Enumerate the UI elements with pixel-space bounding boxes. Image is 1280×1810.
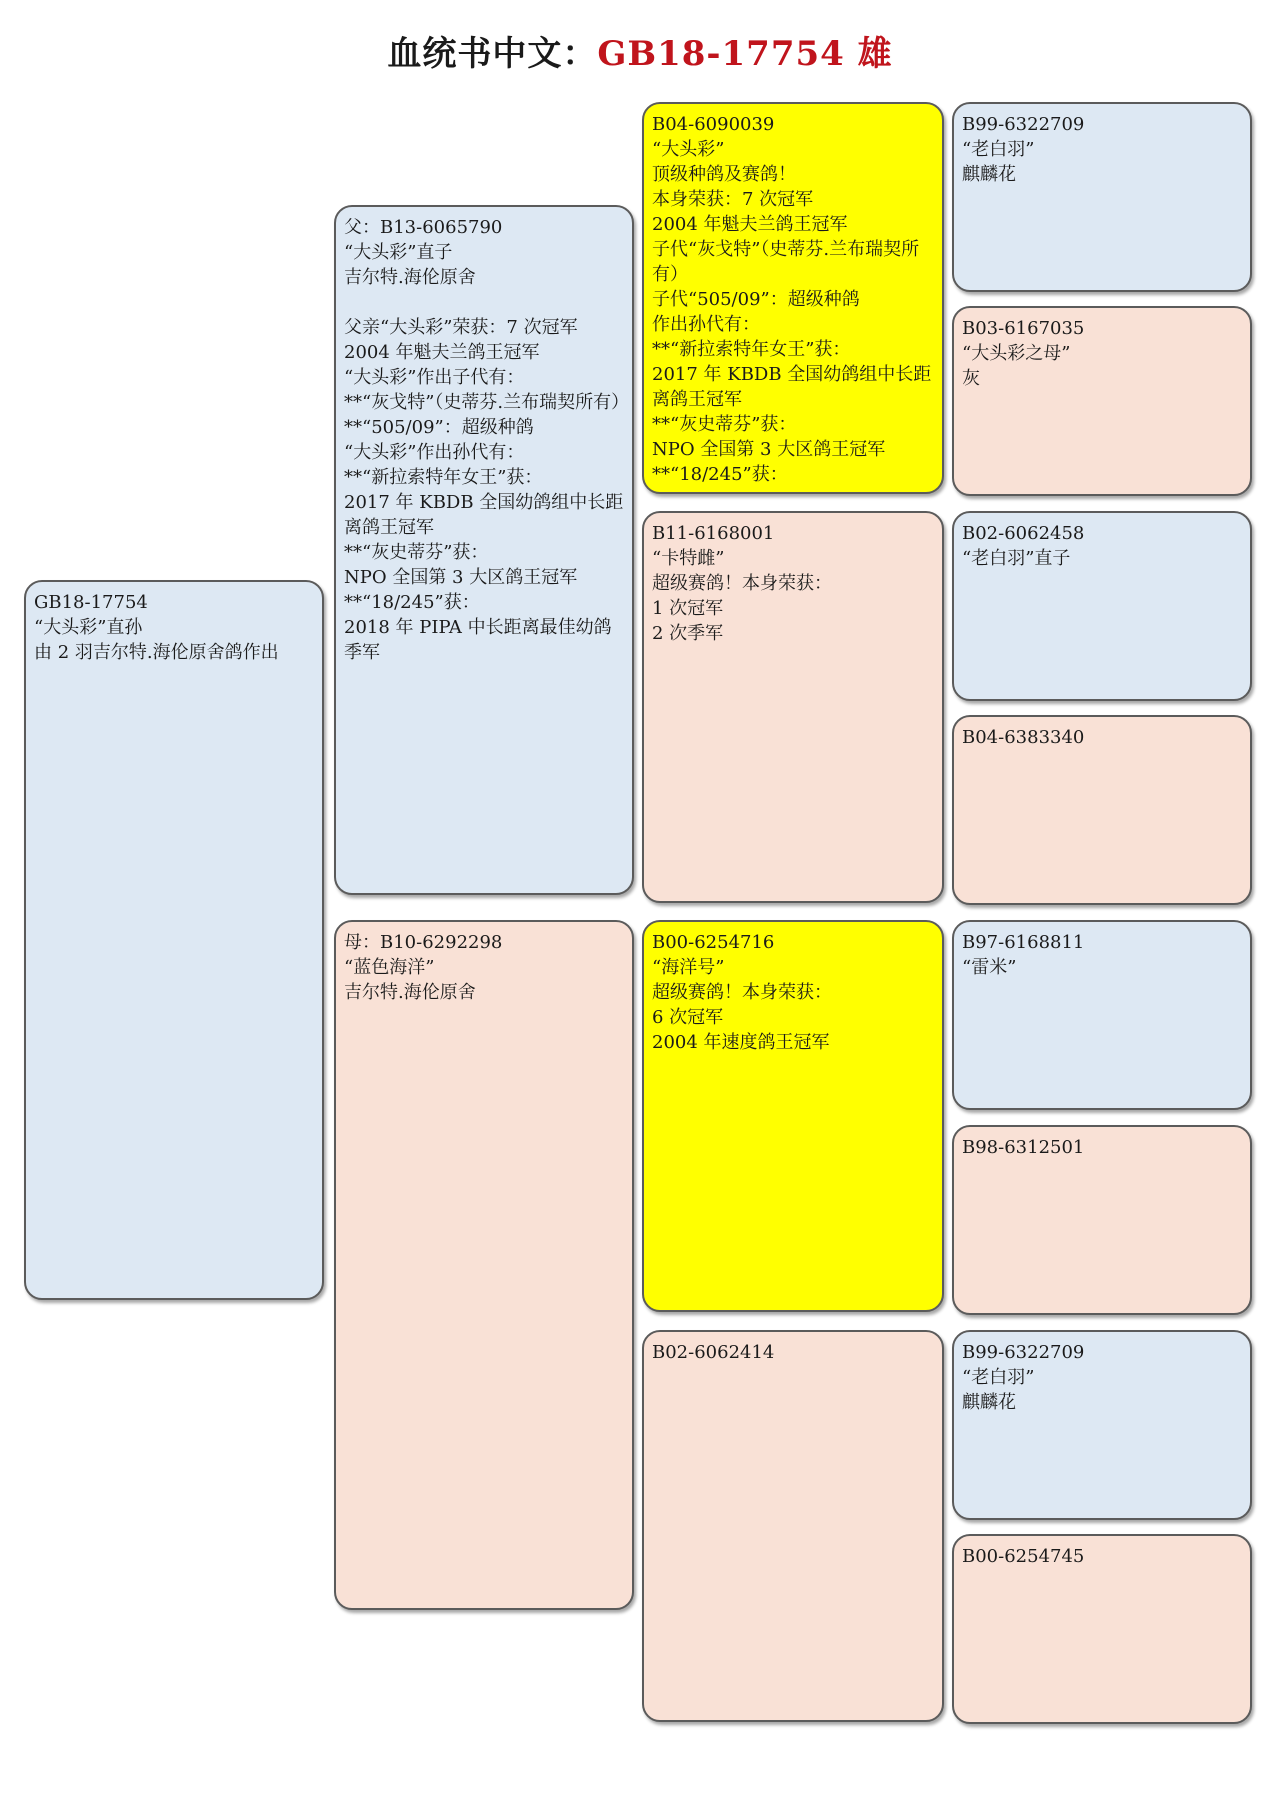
pedigree-line: 母：B10-6292298 [344, 932, 503, 953]
pedigree-line: **“505/09”：超级种鸽 [344, 417, 534, 438]
title-prefix: 血统书中文： [387, 34, 598, 74]
pedigree-box-sire-dam [642, 511, 944, 903]
pedigree-box-dam [334, 920, 634, 1610]
pedigree-line: 超级赛鸽！本身荣获： [652, 982, 832, 1003]
pedigree-line: “老白羽”直子 [962, 548, 1071, 569]
pedigree-line: 本身荣获：7 次冠军 [652, 189, 814, 210]
pedigree-line: NPO 全国第 3 大区鸽王冠军 [652, 439, 886, 460]
pedigree-line: “蓝色海洋” [344, 957, 435, 978]
pedigree-line: 作出孙代有： [652, 314, 760, 335]
pedigree-line: NPO 全国第 3 大区鸽王冠军 [344, 567, 578, 588]
pedigree-line: B03-6167035 [962, 318, 1085, 339]
pedigree-box-sire [334, 205, 634, 895]
pedigree-line: **“灰史蒂芬”获： [344, 542, 489, 563]
pedigree-line: B04-6383340 [962, 727, 1085, 748]
pedigree-line: **“新拉索特年女王”获： [344, 467, 543, 488]
pedigree-line: **“新拉索特年女王”获： [652, 339, 851, 360]
pedigree-box-dam-sire [642, 920, 944, 1312]
pedigree-box-sdd [952, 715, 1252, 905]
pedigree-line: “大头彩”作出子代有： [344, 367, 525, 388]
pedigree-line: 由 2 羽吉尔特.海伦原舍鸽作出 [34, 642, 279, 663]
pedigree-line: B97-6168811 [962, 932, 1085, 953]
pedigree-line: B99-6322709 [962, 114, 1085, 135]
pedigree-line: “大头彩”作出孙代有： [344, 442, 525, 463]
pedigree-box-ddd [952, 1534, 1252, 1724]
pedigree-box-dsd [952, 1125, 1252, 1315]
pedigree-line: B11-6168001 [652, 523, 775, 544]
pedigree-line: 2017 年 KBDB 全国幼鸽组中长距离鸽王冠军 [344, 492, 624, 538]
pedigree-line: **“18/245”获： [652, 464, 788, 485]
pedigree-line: 1 次冠军 [652, 598, 724, 619]
pedigree-line: B02-6062414 [652, 1342, 775, 1363]
pedigree-line: 麒麟花 [962, 1392, 1016, 1413]
pedigree-line: **“灰戈特”（史蒂芬.兰布瑞契所有） [344, 392, 630, 413]
pedigree-line: 2004 年速度鸽王冠军 [652, 1032, 830, 1053]
pedigree-line: 吉尔特.海伦原舍 [344, 267, 476, 288]
page-title [0, 26, 1280, 75]
pedigree-line: 麒麟花 [962, 164, 1016, 185]
title-ring-number: GB18-17754 雄 [597, 34, 893, 74]
pedigree-box-sss [952, 102, 1252, 292]
pedigree-line: “老白羽” [962, 139, 1035, 160]
pedigree-line [344, 290, 624, 315]
pedigree-line: “大头彩”直孙 [34, 617, 143, 638]
pedigree-line: **“18/245”获： [344, 592, 480, 613]
pedigree-line: 2004 年魁夫兰鸽王冠军 [652, 214, 848, 235]
pedigree-line: “老白羽” [962, 1367, 1035, 1388]
pedigree-box-dam-dam [642, 1330, 944, 1722]
pedigree-box-ssd [952, 306, 1252, 496]
pedigree-line: 2017 年 KBDB 全国幼鸽组中长距离鸽王冠军 [652, 364, 932, 410]
pedigree-line: 子代“505/09”：超级种鸽 [652, 289, 860, 310]
pedigree-line: 父：B13-6065790 [344, 217, 503, 238]
pedigree-box-dds [952, 1330, 1252, 1520]
pedigree-line: 2 次季军 [652, 623, 724, 644]
pedigree-box-sds [952, 511, 1252, 701]
pedigree-line: “大头彩” [652, 139, 725, 160]
pedigree-line: “大头彩之母” [962, 343, 1071, 364]
pedigree-line: 2004 年魁夫兰鸽王冠军 [344, 342, 540, 363]
pedigree-line: 子代“灰戈特”（史蒂芬.兰布瑞契所有） [652, 239, 920, 285]
pedigree-box-sire-sire [642, 102, 944, 494]
pedigree-box-self [24, 580, 324, 1300]
pedigree-line: 吉尔特.海伦原舍 [344, 982, 476, 1003]
pedigree-line: 2018 年 PIPA 中长距离最佳幼鸽季军 [344, 617, 612, 663]
pedigree-line: “海洋号” [652, 957, 725, 978]
pedigree-line: 顶级种鸽及赛鸽！ [652, 164, 796, 185]
pedigree-line: **“灰史蒂芬”获： [652, 414, 797, 435]
pedigree-line: B00-6254716 [652, 932, 775, 953]
pedigree-line: B02-6062458 [962, 523, 1085, 544]
pedigree-line: B04-6090039 [652, 114, 775, 135]
pedigree-line: B99-6322709 [962, 1342, 1085, 1363]
pedigree-line: B98-6312501 [962, 1137, 1085, 1158]
pedigree-line: “雷米” [962, 957, 1017, 978]
pedigree-line: 父亲“大头彩”荣获：7 次冠军 [344, 317, 578, 338]
pedigree-line: B00-6254745 [962, 1546, 1085, 1567]
pedigree-line: 6 次冠军 [652, 1007, 724, 1028]
pedigree-line: “大头彩”直子 [344, 242, 453, 263]
pedigree-line: 超级赛鸽！本身荣获： [652, 573, 832, 594]
pedigree-box-dss [952, 920, 1252, 1110]
pedigree-line: GB18-17754 [34, 592, 148, 613]
pedigree-line: 灰 [962, 368, 980, 389]
pedigree-line: “卡特雌” [652, 548, 725, 569]
